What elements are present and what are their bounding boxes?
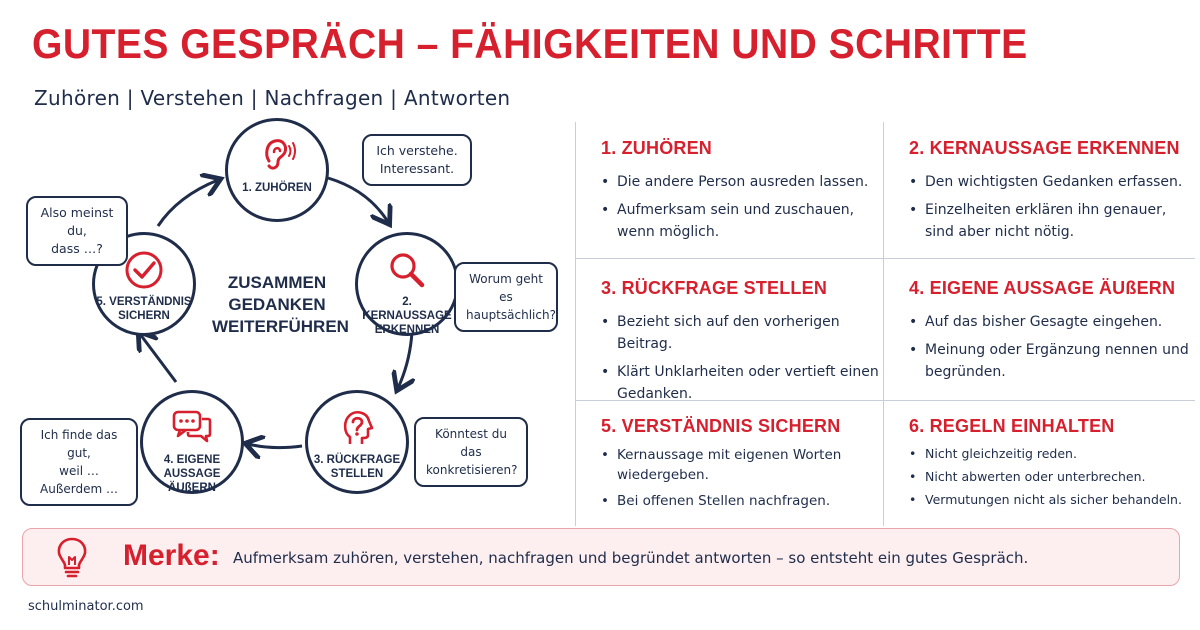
- step-card-5: [575, 402, 883, 526]
- step-card-title: 1. ZUHÖREN: [601, 138, 713, 158]
- magnifier-icon: [386, 249, 428, 291]
- page-title: GUTES GESPRÄCH – FÄHIGKEITEN UND SCHRITTE: [32, 20, 1028, 67]
- step-card-title: 6. REGELN EINHALTEN: [909, 416, 1115, 436]
- node-eigene-aussage: [140, 390, 244, 494]
- cycle-diagram: [0, 110, 570, 520]
- step-card-item: • Nicht abwerten oder unterbrechen.: [909, 468, 1195, 486]
- step-card-3: [575, 262, 883, 400]
- arrow-4-to-5: [140, 334, 176, 382]
- step-card-item: • Meinung oder Ergänzung nennen und begründen.: [909, 339, 1195, 383]
- cycle-center-text: ZUSAMMEN GEDANKEN WEITERFÜHREN: [212, 273, 349, 336]
- speech-bubble-5: Also meinst du, dass …?: [26, 196, 128, 266]
- speech-bubble-1: Ich verstehe. Interessant.: [362, 134, 472, 186]
- node-zuhoeren: [225, 118, 329, 222]
- arrow-5-to-1: [158, 180, 218, 226]
- step-card-item: • Die andere Person ausreden lassen.: [601, 171, 883, 193]
- step-card-item: • Nicht gleichzeitig reden.: [909, 445, 1195, 463]
- step-card-title: 5. VERSTÄNDNIS SICHERN: [601, 416, 841, 436]
- step-card-item: • Auf das bisher Gesagte eingehen.: [909, 311, 1195, 333]
- node-kernaussage: [355, 232, 459, 336]
- merke-box: [22, 528, 1180, 586]
- check-circle-icon: [123, 249, 165, 291]
- node-rueckfrage: [305, 390, 409, 494]
- step-card-title: 4. EIGENE AUSSAGE ÄUßERN: [909, 278, 1176, 298]
- step-card-item: • Den wichtigsten Gedanken erfassen.: [909, 171, 1195, 193]
- footer-source: schulminator.com: [28, 599, 144, 614]
- speech-bubble-4: Ich finde das gut, weil … Außerdem …: [20, 418, 138, 506]
- speech-bubble-3: Könntest du das konkretisieren?: [414, 417, 528, 487]
- step-card-item: • Bei offenen Stellen nachfragen.: [601, 491, 883, 511]
- page-subtitle: Zuhören | Verstehen | Nachfragen | Antworten: [34, 86, 511, 110]
- step-card-6: [883, 402, 1195, 526]
- speech-bubble-2: Worum geht es hauptsächlich?: [454, 262, 558, 332]
- step-card-item: • Vermutungen nicht als sicher behandeln.: [909, 491, 1195, 509]
- node-label: 4. EIGENE AUSSAGE ÄUßERN: [163, 454, 221, 494]
- step-card-item: • Bezieht sich auf den vorherigen Beitrag.: [601, 311, 883, 355]
- step-card-item: • Einzelheiten erklären ihn genauer, sind aber nicht nötig.: [909, 199, 1195, 243]
- step-card-4: [883, 262, 1195, 400]
- node-label: 3. RÜCKFRAGE STELLEN: [313, 454, 401, 480]
- ear-icon: [256, 135, 298, 177]
- step-card-title: 3. RÜCKFRAGE STELLEN: [601, 278, 828, 298]
- arrow-2-to-3: [398, 332, 412, 388]
- merke-label: Merke:: [123, 539, 220, 572]
- node-label: 1. ZUHÖREN: [242, 182, 312, 194]
- lightbulb-icon: [49, 535, 95, 581]
- steps-panel: [575, 122, 1195, 526]
- node-label: 5. VERSTÄNDNIS SICHERN: [96, 296, 192, 322]
- node-label: 2. KERNAUSSAGE ERKENNEN: [362, 296, 452, 336]
- step-card-title: 2. KERNAUSSAGE ERKENNEN: [909, 138, 1180, 158]
- merke-text: Aufmerksam zuhören, verstehen, nachfragen und begründet antworten – so entsteht ein gutes Gespräch.: [233, 549, 1029, 567]
- speech-bubbles-icon: [171, 407, 213, 449]
- step-card-item: • Kernaussage mit eigenen Worten wiedergeben.: [601, 445, 883, 485]
- divider: [575, 258, 1195, 259]
- step-card-item: • Klärt Unklarheiten oder vertieft einen Gedanken.: [601, 361, 883, 405]
- arrow-3-to-4: [248, 444, 302, 448]
- step-card-1: [575, 122, 883, 258]
- step-card-item: • Aufmerksam sein und zuschauen, wenn möglich.: [601, 199, 883, 243]
- step-card-2: [883, 122, 1195, 258]
- question-head-icon: [336, 407, 378, 449]
